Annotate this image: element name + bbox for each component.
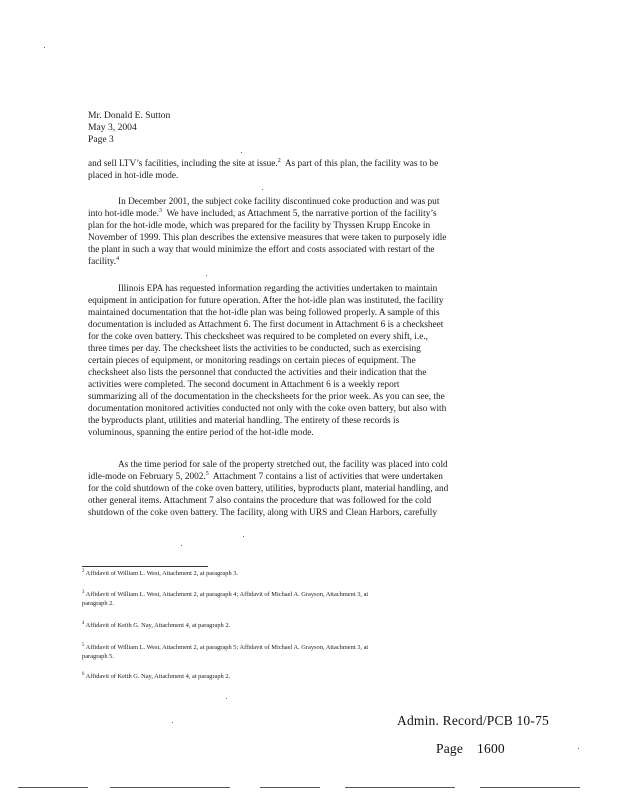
record-page-number: Page 1600 [436, 741, 505, 756]
footnote-3: $^3$ Affidavit of William L. West, Attachment 2, at paragraph 4; Affidavit of Michael A. Grayson, Attachment 3, at [82, 589, 369, 598]
paragraph-2-line-1: In December 2001, the subject coke facility discontinued coke production and was put [118, 197, 440, 207]
paragraph-3-line-4: documentation is included as Attachment 6. The first document in Attachment 6 is a checksheet [88, 320, 444, 330]
paragraph-4-line-4: other general items. Attachment 7 also contains the procedure that was followed for the cold [88, 496, 432, 506]
paragraph-2-line-6: facility.$^4$ [88, 255, 120, 267]
paragraph-3-line-13: voluminous, spanning the entire period of the hot-idle mode. [88, 428, 314, 438]
paragraph-3-line-1: Illinois EPA has requested information regarding the activities undertaken to maintain [118, 284, 438, 294]
paragraph-3-line-3: maintained documentation that the hot-idle plan was being followed properly. A sample of this [88, 308, 440, 318]
footnote-6: $^6$ Affidavit of Keith G. Nay, Attachment 4, at paragraph 2. [82, 671, 231, 680]
footnote-4: $^4$ Affidavit of Keith G. Nay, Attachment 4, at paragraph 2. [82, 620, 231, 629]
scan-speck [262, 189, 263, 190]
paragraph-2-line-2: into hot-idle mode.$^3$ We have included, as Attachment 5, the narrative portion of the facility’s [88, 207, 437, 219]
paragraph-3-line-6: three times per day. The checksheet lists the activities to be conducted, such as exercising [88, 344, 421, 354]
paragraph-3-line-2: equipment in anticipation for future operation. After the hot-idle plan was instituted, the facility [88, 296, 444, 306]
recipient-name: Mr. Donald E. Sutton [88, 110, 171, 121]
footnote-3-continuation: paragraph 2. [82, 600, 114, 607]
paragraph-2-line-4: November of 1999. This plan describes the extensive measures that were taken to purposely idle [88, 233, 447, 243]
paragraph-4-line-5: shutdown of the coke oven battery. The facility, along with URS and Clean Harbors, carefully [88, 508, 437, 518]
page-reference: Page 3 [88, 134, 114, 145]
scan-speck [241, 152, 242, 153]
paragraph-2-line-5: the plant in such a way that would minimize the effort and costs associated with restart of the [88, 245, 435, 255]
scan-speck [44, 47, 45, 48]
scan-speck [578, 748, 579, 749]
paragraph-2-line-3: plan for the hot-idle mode, which was prepared for the facility by Thyssen Krupp Encoke in [88, 221, 431, 231]
paragraph-4-line-2: idle-mode on February 5, 2002.$^5$ Attachment 7 contains a list of activities that were undertaken [88, 470, 443, 482]
paragraph-1-line-1: and sell LTV’s facilities, including the site at issue.$^2$ As part of this plan, the facility was to be [88, 157, 439, 169]
paragraph-3-line-5: for the coke oven battery. This checksheet was required to be completed on every shift, i.e., [88, 332, 428, 342]
footnote-5-continuation: paragraph 5. [82, 653, 114, 660]
footnote-5: $^5$ Affidavit of William L. West, Attachment 2, at paragraph 5; Affidavit of Michael A. Grayson, Attachment 3, at [82, 642, 369, 651]
admin-record-stamp: Admin. Record/PCB 10-75 [397, 713, 549, 728]
paragraph-3-line-8: checksheet also lists the personnel that conducted the activities and their indication that the [88, 368, 427, 378]
scan-speck [181, 545, 182, 546]
paragraph-3-line-11: documentation monitored activities conducted not only with the coke oven battery, but also with [88, 404, 447, 414]
scan-speck [172, 722, 173, 723]
letter-date: May 3, 2004 [88, 122, 137, 133]
scan-edge-artifact [0, 787, 619, 788]
footnote-separator [82, 566, 208, 567]
scan-speck [243, 536, 244, 537]
paragraph-3-line-7: certain pieces of equipment, or monitoring readings on certain pieces of equipment. The [88, 356, 416, 366]
paragraph-3-line-10: summarizing all of the documentation in the checksheets for the prior week. As you can see, the [88, 392, 445, 402]
paragraph-1-line-2: placed in hot-idle mode. [88, 171, 179, 181]
paragraph-3-line-12: the byproducts plant, utilities and material handling. The entirety of these records is [88, 416, 400, 426]
paragraph-3-line-9: activities were completed. The second document in Attachment 6 is a weekly report [88, 380, 400, 390]
paragraph-4-line-1: As the time period for sale of the property stretched out, the facility was placed into cold [118, 460, 448, 470]
paragraph-4-line-3: for the cold shutdown of the coke oven battery, utilities, byproducts plant, material handling, and [88, 484, 449, 494]
footnote-2: $^2$ Affidavit of William L. West, Attachment 2, at paragraph 3. [82, 568, 239, 577]
scan-speck [206, 275, 207, 276]
scan-speck [226, 698, 227, 699]
